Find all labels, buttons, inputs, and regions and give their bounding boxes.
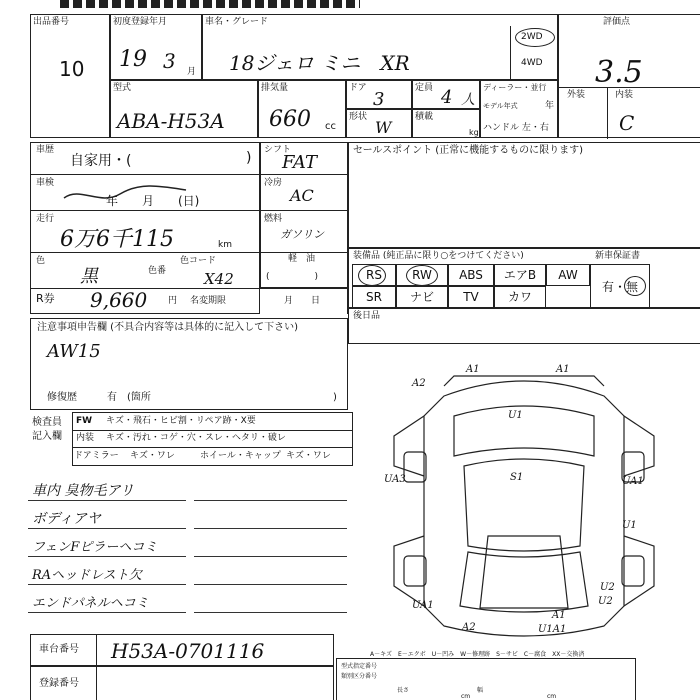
colorcode-label: 色コード <box>180 256 217 266</box>
note-line-r4 <box>194 584 347 585</box>
cm-unit-2: cm <box>547 693 557 700</box>
mark-ua1-rear-left: UA1 <box>412 600 434 611</box>
after-label: 後日品 <box>353 311 381 321</box>
mark-ua1-right: UA1 <box>622 476 644 487</box>
model-label: 型式 <box>113 83 132 93</box>
ac-value: AC <box>290 186 314 205</box>
cc-unit: cc <box>325 121 336 132</box>
first-reg-label: 初度登録年月 <box>113 17 168 27</box>
reg-label: 登録番号 <box>39 678 79 689</box>
check-row-interior <box>72 430 352 448</box>
first-reg-year: 19 <box>119 47 147 72</box>
handnote-3: フェンFピラーヘコミ <box>32 540 158 555</box>
note-line-3 <box>28 556 186 557</box>
handnote-4: RAヘッドレスト欠 <box>32 568 142 583</box>
km-unit: km <box>218 240 232 250</box>
inspection-label: 車検 <box>36 178 55 188</box>
cert-cell <box>336 658 636 700</box>
handnote-5: エンドパネルヘコミ <box>32 596 149 611</box>
fuel-sub: 軽 油 <box>288 254 316 264</box>
dealer-label: ディーラー・並行 <box>483 83 547 92</box>
recycle-value: 9,660 <box>90 288 148 312</box>
warranty-value: 有・無 <box>590 264 650 308</box>
interior-value: C <box>619 111 635 135</box>
mark-a2-left: A2 <box>412 378 426 389</box>
grade-divider <box>559 87 700 88</box>
length-label: 長さ <box>397 687 410 694</box>
handnote-2: ボディアヤ <box>32 511 101 527</box>
dealer-cell <box>480 80 558 138</box>
after-cell <box>348 308 700 344</box>
check-wheel-items: キズ・ワレ <box>286 451 331 461</box>
sales-point-cell <box>348 142 700 248</box>
expiry-value: 月 日 <box>284 296 321 306</box>
mark-a1-top-left: A1 <box>466 364 480 375</box>
grade-value: 3.5 <box>595 55 643 90</box>
drive-cell <box>510 26 558 80</box>
fuel-value: ガソリン <box>280 228 324 241</box>
rs-circle <box>358 265 386 286</box>
model-cert-label: 型式指定番号 <box>341 663 378 670</box>
note-line-2 <box>28 528 186 529</box>
note-line-1 <box>28 500 186 501</box>
check-interior-items: キズ・汚れ・コゲ・穴・スレ・ヘタリ・破レ <box>106 433 286 443</box>
sales-point-label: セールスポイント (正常に機能するものに限ります) <box>353 145 584 156</box>
exterior-label: 外装 <box>567 90 586 100</box>
equip-leather: カワ <box>494 286 546 308</box>
kg-unit: kg <box>469 128 479 137</box>
note-line-4 <box>28 584 186 585</box>
handnote-1: 車内 臭物毛アリ <box>32 483 134 499</box>
color-value: 黒 <box>80 266 98 287</box>
recycle-label: R券 <box>36 292 55 305</box>
inspector-label: 検査員 <box>32 417 62 428</box>
month-unit: 月 <box>187 67 197 77</box>
repair-label: 修復歴 <box>47 392 77 403</box>
check-wheel-head: ホイール・キャップ <box>200 451 281 461</box>
check-row-mirror <box>72 448 352 466</box>
cm-unit-1: cm <box>461 693 471 700</box>
colorcode-value: X42 <box>204 270 234 288</box>
equip-rs: RS <box>352 264 396 286</box>
repair-value: 有 (箇所 <box>107 392 151 403</box>
grade-vdivider <box>607 87 608 139</box>
equip-airbag: エアB <box>494 264 546 286</box>
shape-label: 形状 <box>349 112 368 122</box>
door-label: ドア <box>349 83 367 93</box>
note-line-5 <box>28 612 186 613</box>
notes-cell <box>30 318 348 410</box>
name-label: 車名・グレード <box>205 17 269 27</box>
displacement-label: 排気量 <box>261 83 289 93</box>
drive-2wd: 2WD <box>521 32 543 42</box>
equip-aw: AW <box>546 264 590 286</box>
equip-sr: SR <box>352 286 396 308</box>
row-line-4 <box>30 288 348 289</box>
load-cell <box>412 109 480 138</box>
displacement-value: 660 <box>269 107 311 132</box>
history-value: 自家用・( <box>70 153 132 169</box>
fuel-paren: ( ) <box>266 272 319 282</box>
notes-value: AW15 <box>47 341 101 362</box>
first-reg-month: 3 <box>163 49 176 73</box>
equipment-label: 装備品 (純正品に限り○をつけてください) <box>353 251 524 261</box>
repair-close: ) <box>333 392 337 403</box>
drive-4wd: 4WD <box>521 58 543 68</box>
grade-label: 評価点 <box>603 17 631 27</box>
note-line-r3 <box>194 556 347 557</box>
first-reg-cell <box>110 14 202 80</box>
check-interior-head: 内装 <box>76 433 95 443</box>
shape-value: W <box>375 118 392 137</box>
equip-abs: ABS <box>448 264 494 286</box>
grade-cell <box>558 14 700 138</box>
shape-cell <box>346 109 412 138</box>
lot-cell <box>30 14 110 138</box>
shift-label: シフト <box>264 145 292 155</box>
name-cell <box>202 14 558 80</box>
ac-label: 冷房 <box>264 178 283 188</box>
new-car-label: 新車保証書 <box>595 251 641 261</box>
door-cell <box>346 80 412 109</box>
handle-label: ハンドル 左・右 <box>483 123 549 133</box>
check-mirror-head: ドアミラー <box>74 451 119 461</box>
check-fw-head: FW <box>76 416 93 426</box>
mark-ua3-left: UA3 <box>384 474 406 485</box>
shift-value: FAT <box>282 152 317 173</box>
width-label: 幅 <box>477 687 484 694</box>
check-fw-items: キズ・飛石・ヒビ割・リペア跡・X要 <box>106 416 256 426</box>
note-line-r5 <box>194 612 347 613</box>
capacity-label: 定員 <box>415 83 434 93</box>
equip-tv: TV <box>448 286 494 308</box>
fuel-label: 燃料 <box>264 214 283 224</box>
capacity-cell <box>412 80 480 109</box>
top-header-strip <box>60 0 360 8</box>
note-line-r2 <box>194 528 347 529</box>
year-unit: 年 <box>545 101 555 111</box>
capacity-value: 4 <box>441 87 453 108</box>
check-left-line <box>72 412 73 466</box>
chassis-cell <box>30 634 334 666</box>
mileage-label: 走行 <box>36 214 55 224</box>
mark-a1-rear: A1 <box>552 610 566 621</box>
inspection-value: 年 月 (日) <box>106 194 200 208</box>
model-cell <box>110 80 258 138</box>
mark-u1-hood: U1 <box>508 410 523 421</box>
expiry-label: 名変期限 <box>190 296 227 306</box>
check-row-fw <box>72 412 352 431</box>
chassis-value: H53A-0701116 <box>111 639 265 663</box>
load-label: 積載 <box>415 112 434 122</box>
mark-u1a1-rear: U1A1 <box>538 624 567 635</box>
lot-label: 出品番号 <box>33 17 70 27</box>
class-label: 類別区分番号 <box>341 673 378 680</box>
mark-u2-rear-right: U2 <box>598 596 613 607</box>
model-value: ABA-H53A <box>117 109 225 133</box>
model-year-label: モデル年式 <box>483 102 518 110</box>
damage-legend: A－キズ E－エクボ U－凹み W－修理跡 S－サビ C－腐食 XX－交換済 <box>370 651 585 658</box>
name-value: 18ジェロ ミニ XR <box>229 51 410 75</box>
equip-navi: ナビ <box>396 286 448 308</box>
chassis-label: 車台番号 <box>39 644 79 655</box>
note-line-r1 <box>194 500 347 501</box>
mark-u1-right: U1 <box>622 520 637 531</box>
rw-circle <box>406 265 438 286</box>
notes-label: 注意事項申告欄 (不具合内容等は具体的に記入して下さい) <box>37 322 298 333</box>
equip-rw: RW <box>396 264 448 286</box>
yen-unit: 円 <box>168 296 178 306</box>
mileage-value: 6万6千115 <box>60 227 174 252</box>
entry-label: 記入欄 <box>32 431 62 442</box>
history-label: 車歴 <box>36 145 55 155</box>
check-right-line <box>352 412 353 466</box>
check-mirror-items: キズ・ワレ <box>130 451 175 461</box>
mark-a2-rear: A2 <box>462 622 476 633</box>
mark-s1-roof: S1 <box>510 472 524 483</box>
reg-cell <box>30 666 334 700</box>
door-value: 3 <box>373 89 385 110</box>
interior-label: 内装 <box>615 90 634 100</box>
mark-a1-top-right: A1 <box>556 364 570 375</box>
lot-number: 10 <box>59 57 85 81</box>
history-close: ) <box>246 150 252 166</box>
mark-u2-rear-side: U2 <box>600 582 615 593</box>
colorno-label: 色番 <box>148 266 167 276</box>
warranty-circle <box>624 276 646 296</box>
capacity-unit: 人 <box>461 92 475 108</box>
color-label: 色 <box>36 256 46 266</box>
displacement-cell <box>258 80 346 138</box>
